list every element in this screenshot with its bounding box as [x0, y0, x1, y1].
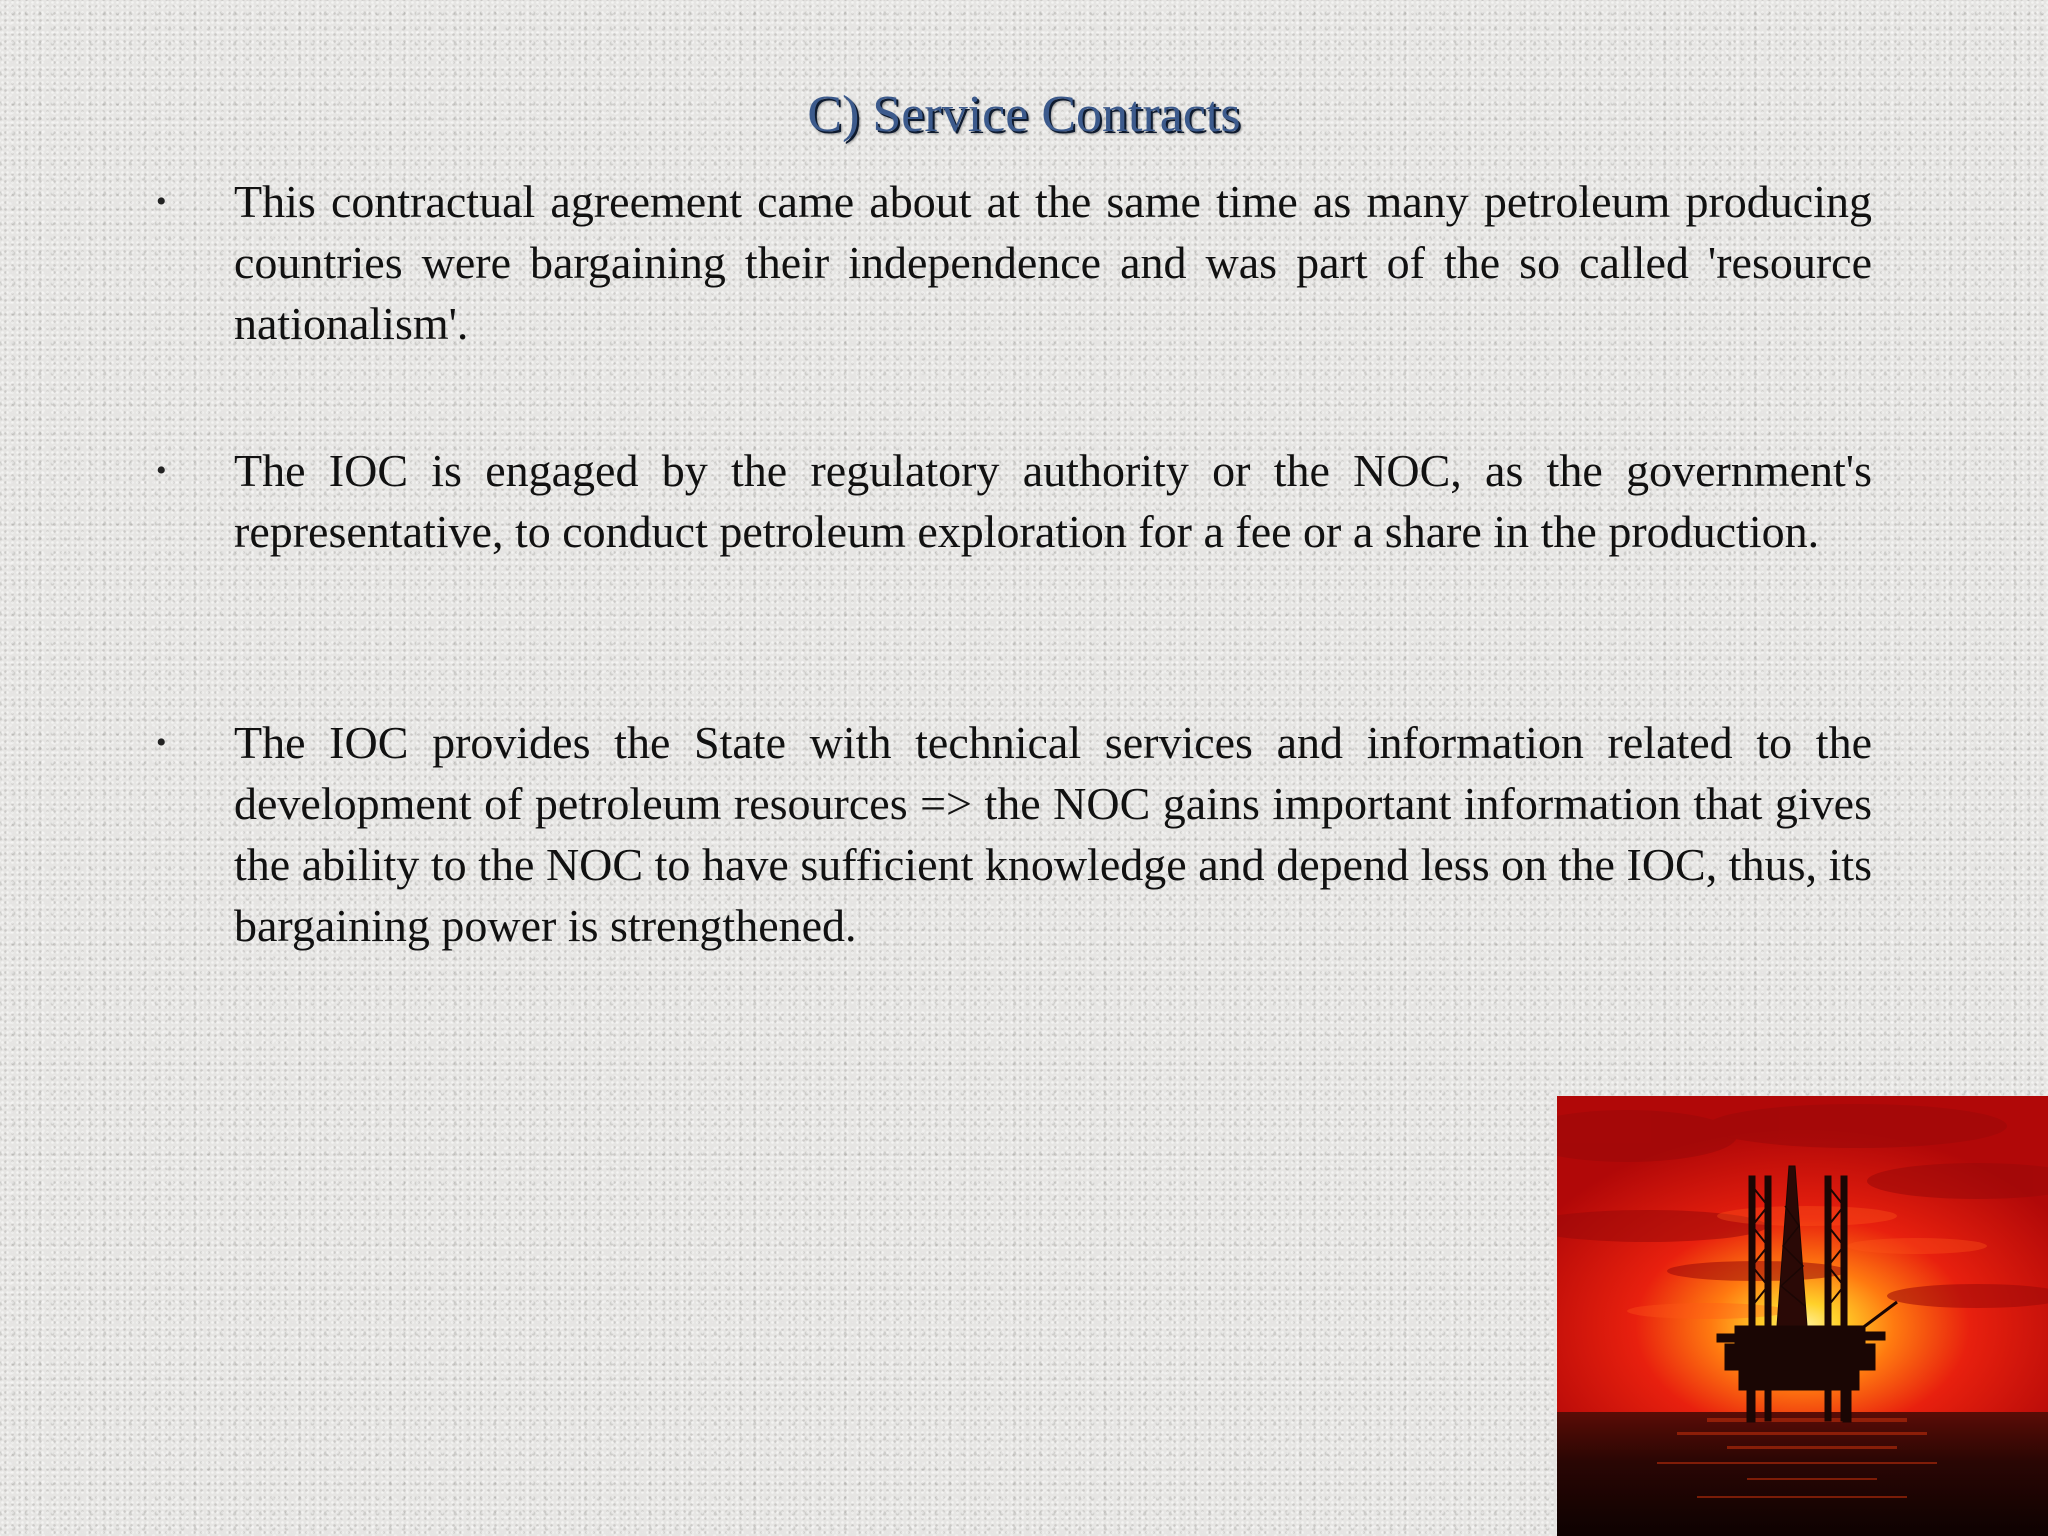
oil-rig-sunset-image	[1557, 1096, 2048, 1536]
bullet-item	[156, 440, 1872, 562]
bullet-text: The IOC provides the State with technical services and information related to the development of petroleum resources => the NOC gains important information that gives the ability to the NOC to have sufficient knowledge and depend less on the IOC, thus, its bargaining power is strengthened.	[234, 717, 1872, 951]
bullet-text: The IOC is engaged by the regulatory authority or the NOC, as the government's representative, to conduct petroleum exploration for a fee or a share in the production.	[234, 445, 1872, 557]
slide-title: C) Service Contracts	[807, 86, 1241, 143]
bullet-marker: •	[156, 185, 167, 218]
bullet-text: This contractual agreement came about at the same time as many petroleum producing countries were bargaining their independence and was part of the so called 'resource nationalism'.	[234, 176, 1872, 349]
bullet-item	[156, 171, 1872, 354]
bullet-marker: •	[156, 454, 167, 487]
bullet-item	[156, 712, 1872, 956]
bullet-marker: •	[156, 726, 167, 759]
